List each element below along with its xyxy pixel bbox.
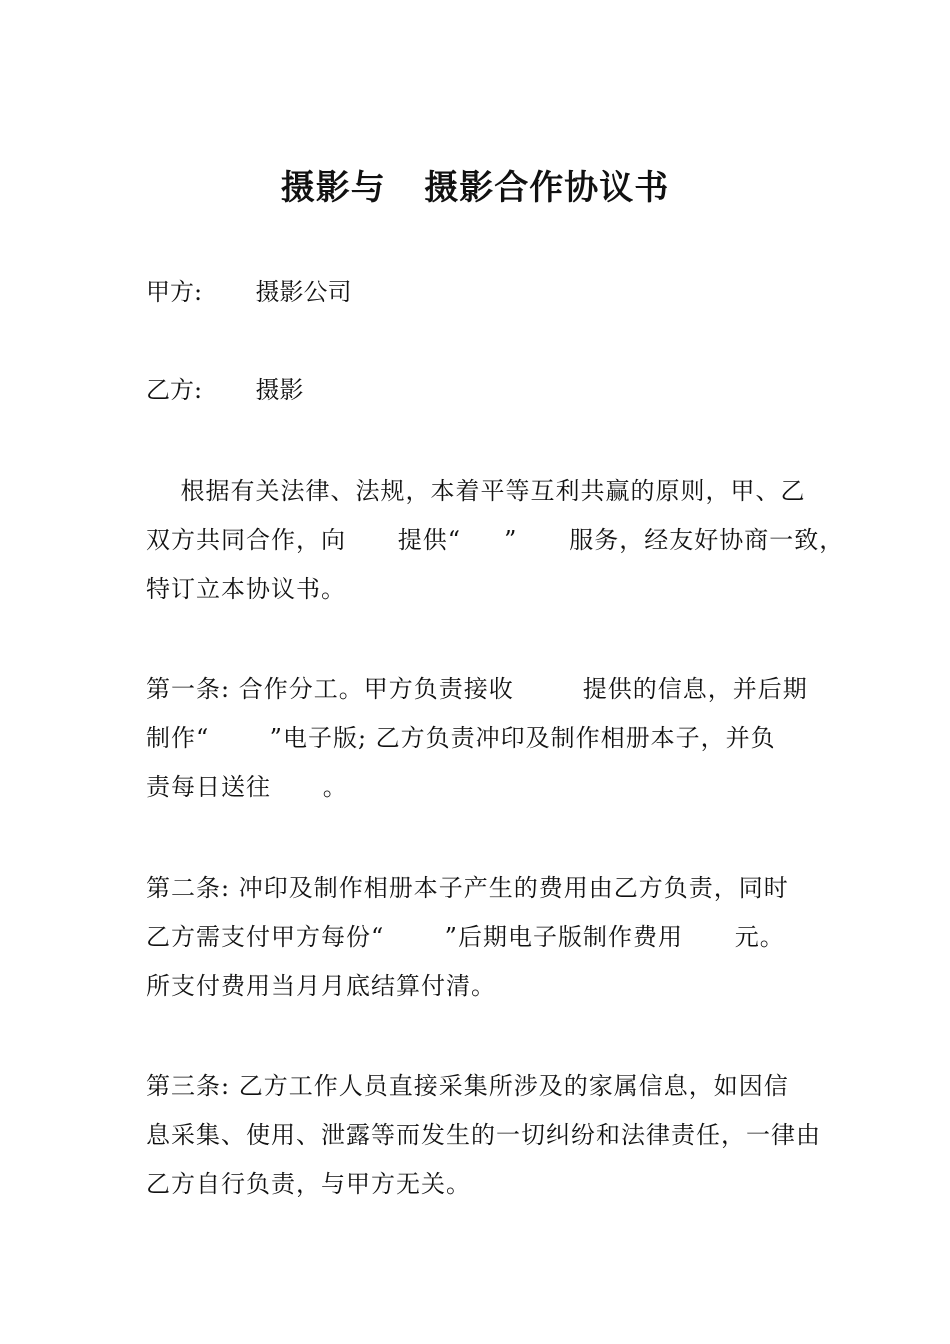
article-3-line: 乙方自行负责，与甲方无关。 — [146, 1170, 471, 1198]
intro-paragraph — [146, 467, 845, 614]
article-1-line: 制作“ ”电子版; 乙方负责冲印及制作相册本子，并负 — [146, 724, 776, 752]
party-b-line: 乙方: 摄影 — [146, 376, 304, 404]
article-1-line: 第一条: 合作分工。甲方负责接收 提供的信息，并后期 — [146, 675, 808, 703]
article-1-line: 责每日送往 。 — [146, 773, 348, 801]
article-3-paragraph — [146, 1062, 826, 1209]
article-3-line: 第三条: 乙方工作人员直接采集所涉及的家属信息，如因信 — [146, 1072, 789, 1100]
intro-line: 双方共同合作，向 提供“ ” 服务，经友好协商一致， — [146, 526, 845, 554]
party-a-line: 甲方: 摄影公司 — [146, 278, 352, 306]
article-2-line: 第二条: 冲印及制作相册本子产生的费用由乙方负责，同时 — [146, 874, 789, 902]
article-2-line: 乙方需支付甲方每份“ ”后期电子版制作费用 元。 — [146, 923, 785, 951]
article-3-line: 息采集、使用、泄露等而发生的一切纠纷和法律责任，一律由 — [146, 1121, 821, 1149]
intro-line: 根据有关法律、法规，本着平等互利共赢的原则，甲、乙 — [146, 477, 806, 505]
article-2-line: 所支付费用当月月底结算付清。 — [146, 972, 496, 1000]
article-2-paragraph — [146, 864, 826, 1011]
intro-line: 特订立本协议书。 — [146, 575, 346, 603]
article-1-paragraph — [146, 665, 826, 812]
document-title: 摄影与 摄影合作协议书 — [280, 168, 670, 208]
